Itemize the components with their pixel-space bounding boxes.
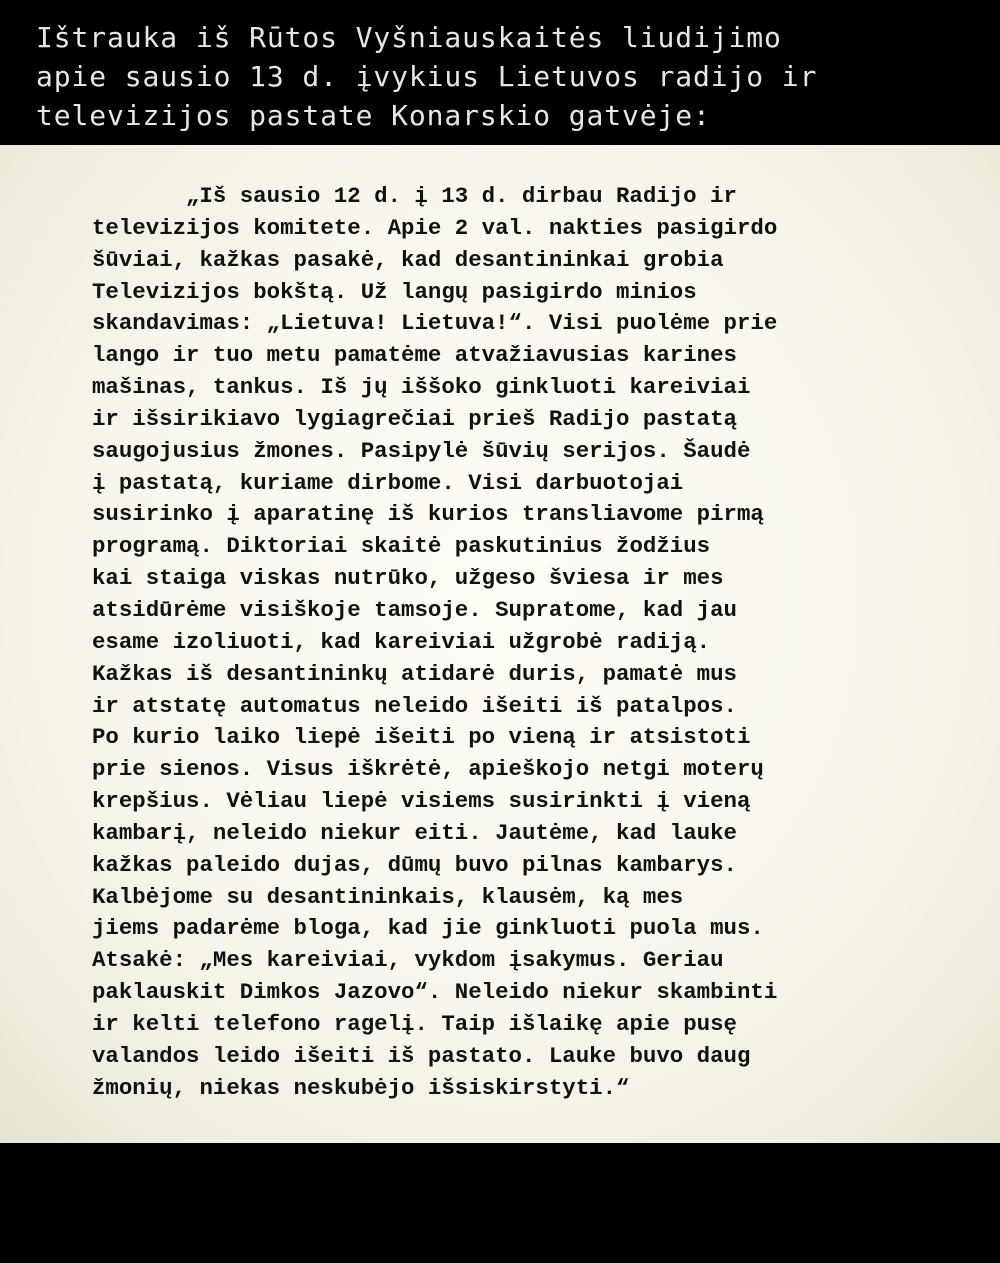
testimony-quote: „Iš sausio 12 d. į 13 d. dirbau Radijo ir televizijos komitete. Apie 2 val. nakties pasigirdo šūviai, kažkas pasakė, kad desantininkai grobia Televizijos bokštą. Už langų pasigirdo minios skandavimas: „Lietuva! Lietuva!“. Visi puolėme prie lango ir tuo metu pamatėme atvažiavusias karines mašinas, tankus. Iš jų iššoko ginkluoti kareiviai ir išsirikiavo lygiagrečiai prieš Radijo pastatą saugojusius žmones. Pasipylė šūvių serijos. Šaudė į pastatą, kuriame dirbome. Visi darbuotojai susirinko į aparatinę iš kurios transliavome pirmą programą. Diktoriai skaitė paskutinius žodžius kai staiga viskas nutrūko, užgeso šviesa ir mes atsidūrėme visiškoje tamsoje. Supratome, kad jau esame izoliuoti, kad kareiviai užgrobė radiją. Kažkas iš desantininkų atidarė duris, pamatė mus ir atstatę automatus neleido išeiti iš patalpos. Po kurio laiko liepė išeiti po vieną ir atsistoti prie sienos. Visus iškrėtė, apieškojo netgi moterų krepšius. Vėliau liepė visiems susirinkti į vieną kambarį, neleido niekur eiti. Jautėme, kad lauke kažkas paleido dujas, dūmų buvo pilnas kambarys. Kalbėjome su desantininkais, klausėm, ką mes jiems padarėme bloga, kad jie ginkluoti puola mus. Atsakė: „Mes kareiviai, vykdom įsakymus. Geriau paklauskit Dimkos Jazovo“. Neleido niekur skambinti ir kelti telefono ragelį. Taip išlaikę apie pusę valandos leido išeiti iš pastato. Lauke buvo daug žmonių, niekas neskubėjo išsiskirstyti.“	[92, 183, 778, 1101]
footer-bar	[0, 1143, 1000, 1263]
header-bar	[0, 0, 1000, 145]
header-title: Ištrauka iš Rūtos Vyšniauskaitės liudijimo apie sausio 13 d. įvykius Lietuvos radijo ir televizijos pastate Konarskio gatvėje:	[36, 21, 818, 132]
document-page	[0, 145, 1000, 1143]
